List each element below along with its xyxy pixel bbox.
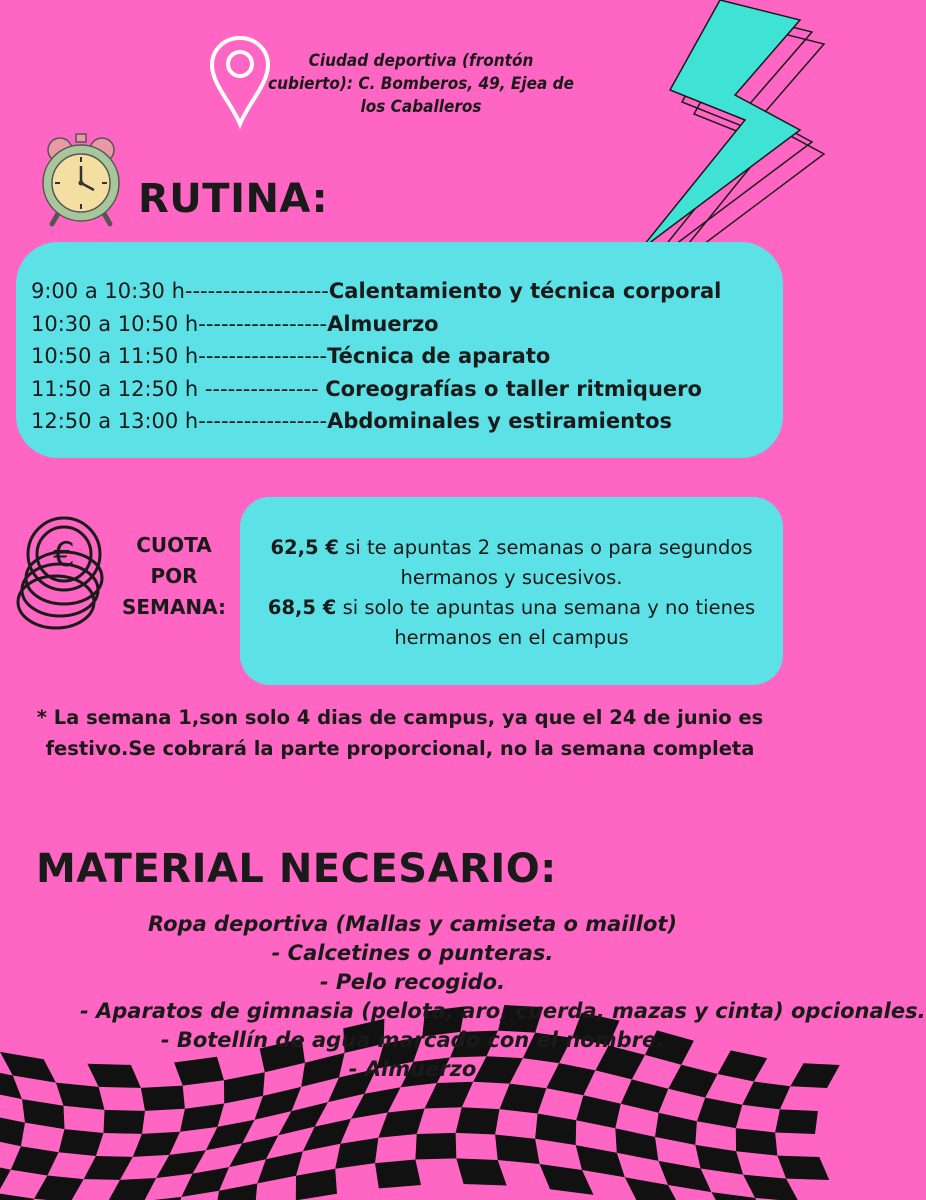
checker-tile	[0, 1114, 25, 1146]
price-description: si solo te apuntas una semana y no tienes hermanos en el campus	[336, 596, 756, 649]
schedule-time: 11:50 a 12:50 h ---------------	[31, 376, 326, 401]
checker-tile	[775, 1109, 818, 1134]
checker-tile	[495, 1135, 539, 1165]
schedule-list	[31, 275, 721, 438]
checker-tile	[535, 1114, 576, 1146]
checker-tile	[215, 1183, 257, 1200]
checker-tile	[133, 1132, 180, 1157]
schedule-row	[31, 275, 721, 308]
material-item: - Aparatos de gimnasia (pelota, aro, cuerda, mazas y cinta) opcionales.	[80, 999, 926, 1023]
material-item: - Calcetines o punteras.	[271, 941, 554, 965]
price-amount: 62,5 €	[270, 536, 339, 559]
schedule-row	[31, 340, 721, 373]
checker-tile	[375, 1160, 421, 1189]
material-item: - Botellín de agua marcado con el nombre.	[160, 1028, 665, 1052]
alarm-clock-icon	[38, 128, 124, 228]
map-pin-icon	[208, 34, 272, 128]
svg-text:€: €	[53, 535, 75, 575]
checker-tile	[104, 1110, 146, 1134]
routine-title: RUTINA:	[138, 176, 329, 222]
schedule-activity: Almuerzo	[327, 311, 439, 336]
schedule-activity: Técnica de aparato	[327, 344, 551, 368]
schedule-activity: Calentamiento y técnica corporal	[328, 279, 722, 303]
checker-tile	[790, 1063, 840, 1088]
checker-tile	[621, 1079, 669, 1112]
schedule-activity: Coreografías o taller ritmiquero	[325, 376, 702, 401]
checker-tile	[576, 1095, 621, 1128]
checker-tile	[777, 1156, 829, 1180]
checker-tile	[655, 1113, 697, 1145]
checker-tile	[11, 1146, 59, 1175]
price-option	[254, 533, 769, 593]
schedule-card	[16, 242, 783, 458]
price-option	[254, 593, 769, 653]
checker-tile	[34, 1176, 84, 1200]
material-item: - Almuerzo	[348, 1057, 477, 1081]
checker-tile	[615, 1128, 658, 1161]
checker-tile	[141, 1086, 185, 1111]
location-address: Ciudad deportiva (frontón cubierto): C. Bomberos, 49, Ejea de los Caballeros	[268, 51, 574, 117]
material-title: MATERIAL NECESARIO:	[36, 846, 557, 892]
checker-tile	[296, 1169, 337, 1200]
material-list	[40, 910, 926, 1084]
schedule-time: 10:50 a 11:50 h-----------------	[31, 344, 328, 368]
checker-tile	[456, 1158, 506, 1185]
checker-tile	[695, 1145, 743, 1175]
checker-tile	[59, 1129, 104, 1156]
checker-tile	[456, 1107, 500, 1134]
schedule-activity: Abdominales y estiramientos	[327, 409, 673, 433]
schedule-row	[31, 308, 721, 341]
schedule-time: 9:00 a 10:30 h-------------------	[31, 279, 329, 303]
checker-tile	[697, 1098, 742, 1129]
lightning-bolt-icon	[570, 0, 800, 280]
schedule-time: 10:30 a 10:50 h-----------------	[31, 311, 328, 336]
schedule-row	[31, 405, 721, 438]
material-item: Ropa deportiva (Mallas y camiseta o maillot)	[147, 912, 678, 936]
checker-tile	[0, 1162, 11, 1193]
checker-tile	[22, 1099, 65, 1129]
week-note: * La semana 1,son solo 4 dias de campus, ya que el 24 de junio es festivo.Se cobrará la parte proporcional, no la semana completa	[36, 706, 764, 760]
schedule-row	[31, 373, 721, 406]
checker-tile	[742, 1082, 790, 1110]
euro-coins-icon	[14, 514, 114, 632]
checker-tile	[84, 1156, 133, 1180]
schedule-time: 12:50 a 13:00 h-----------------	[31, 409, 328, 433]
price-card	[240, 497, 783, 685]
checker-tile	[107, 1178, 156, 1200]
checker-tile	[0, 1193, 34, 1200]
checker-tile	[425, 1082, 474, 1109]
checker-tile	[335, 1138, 378, 1169]
fee-label: CUOTA POR SEMANA:	[121, 533, 227, 619]
price-description: si te apuntas 2 semanas o para segundos hermanos y sucesivos.	[338, 536, 753, 589]
checker-tile	[736, 1128, 778, 1156]
price-amount: 68,5 €	[267, 596, 337, 619]
checker-tile	[415, 1133, 456, 1160]
material-item: - Pelo recogido.	[319, 970, 506, 994]
price-text	[254, 533, 769, 653]
checker-tile	[500, 1084, 547, 1114]
